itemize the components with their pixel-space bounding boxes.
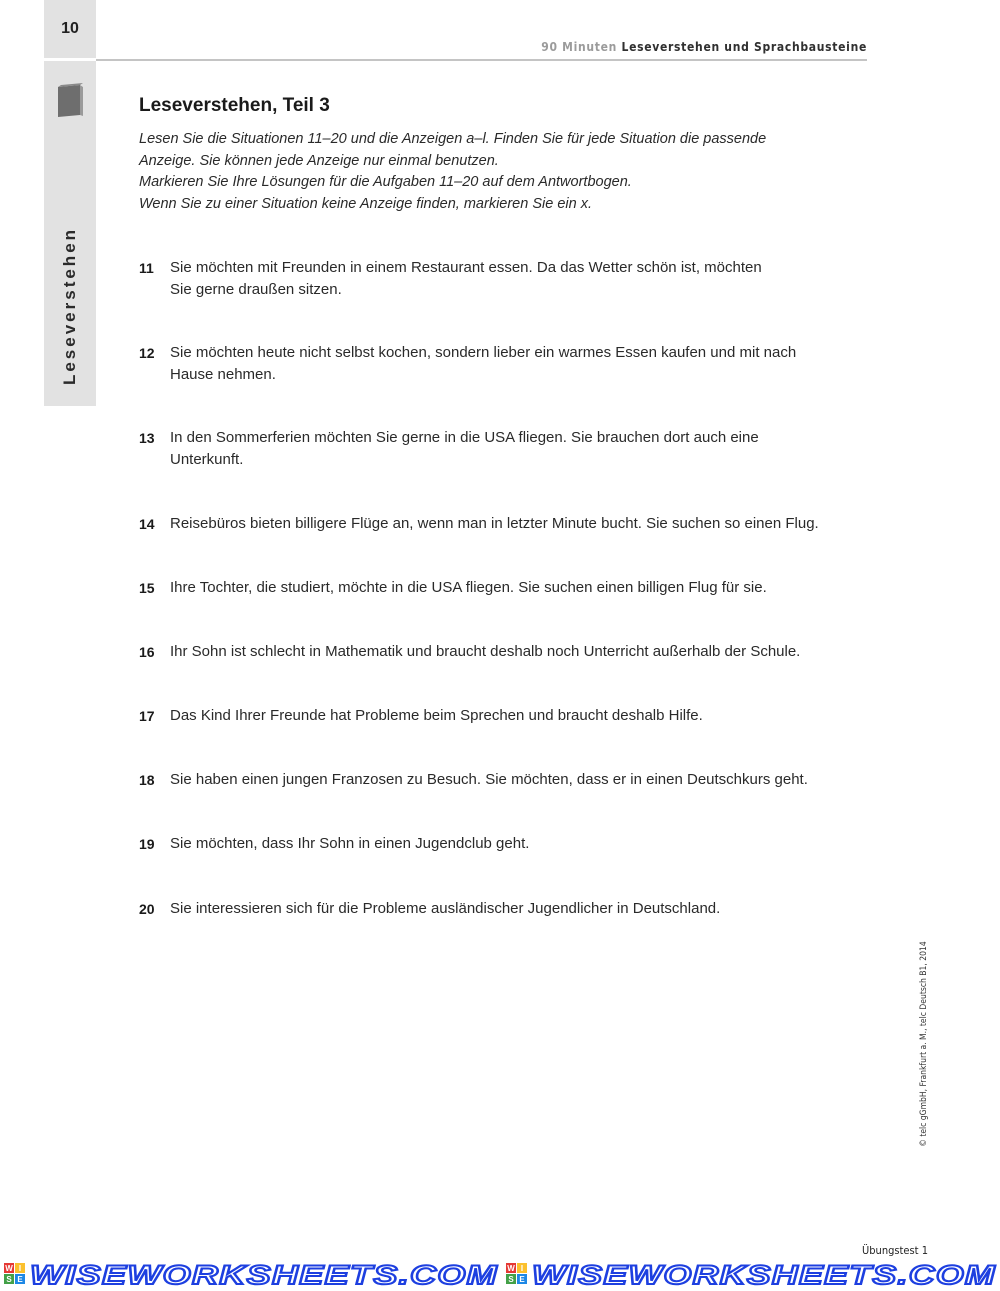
watermark-logo-icon (506, 1263, 527, 1284)
logo-letter: I (18, 1264, 22, 1273)
watermark-text: WISEWORKSHEETS.COM (532, 1260, 996, 1290)
logo-letter: W (507, 1264, 515, 1273)
watermark-banner (0, 1257, 1000, 1291)
situation-item (139, 342, 859, 386)
sidebar-divider (44, 58, 96, 61)
item-text: Reisebüros bieten billigere Flüge an, wenn man in letzter Minute bucht. Sie suchen so einen Flug. (170, 515, 819, 532)
item-number: 20 (139, 901, 155, 917)
logo-letter: S (6, 1275, 12, 1284)
logo-letter: E (17, 1275, 23, 1284)
header-rule (96, 59, 867, 61)
copyright-notice: © telc gGmbH, Frankfurt a. M., telc Deutsch B1, 2014 (919, 941, 929, 1147)
book-icon (56, 83, 84, 119)
item-text: Sie haben einen jungen Franzosen zu Besuch. Sie möchten, dass er in einen Deutschkurs geht. (170, 771, 808, 788)
instructions (139, 129, 839, 215)
item-number: 14 (139, 516, 155, 532)
instruction-line: Wenn Sie zu einer Situation keine Anzeige finden, markieren Sie ein x. (139, 195, 592, 212)
watermark-text: WISEWORKSHEETS.COM (30, 1260, 498, 1290)
item-text: Ihre Tochter, die studiert, möchte in die USA fliegen. Sie suchen einen billigen Flug für sie. (170, 579, 767, 596)
instruction-line: Anzeige. Sie können jede Anzeige nur einmal benutzen. (139, 152, 499, 169)
item-text: Ihr Sohn ist schlecht in Mathematik und braucht deshalb noch Unterricht außerhalb der Schule. (170, 643, 801, 660)
instruction-line: Markieren Sie Ihre Lösungen für die Aufgaben 11–20 auf dem Antwortbogen. (139, 174, 632, 190)
item-text: Sie gerne draußen sitzen. (170, 281, 342, 298)
footer-label: Übungstest 1 (862, 1244, 928, 1257)
situation-item (139, 577, 859, 599)
situation-item (139, 641, 859, 663)
side-section-label: Leseverstehen (60, 226, 79, 386)
item-text: Sie möchten mit Freunden in einem Restaurant essen. Da das Wetter schön ist, möchten (170, 259, 762, 276)
situation-item (139, 513, 859, 535)
item-number: 12 (139, 345, 155, 361)
item-text: Sie möchten, dass Ihr Sohn in einen Jugendclub geht. (170, 835, 530, 852)
item-number: 16 (139, 644, 155, 660)
situation-item (139, 898, 859, 920)
situation-item (139, 833, 859, 855)
item-text: Hause nehmen. (170, 366, 276, 383)
logo-letter: E (519, 1275, 525, 1284)
item-text: Das Kind Ihrer Freunde hat Probleme beim Sprechen und braucht deshalb Hilfe. (170, 707, 703, 724)
item-text: In den Sommerferien möchten Sie gerne in die USA fliegen. Sie brauchen dort auch eine (170, 429, 759, 446)
logo-letter: S (508, 1275, 514, 1284)
item-number: 19 (139, 836, 155, 852)
page-number: 10 (61, 20, 79, 37)
situation-item (139, 705, 859, 727)
item-number: 15 (139, 580, 155, 596)
item-number: 18 (139, 772, 155, 788)
situation-item (139, 257, 859, 301)
running-header (541, 40, 867, 54)
item-number: 13 (139, 430, 155, 446)
item-text: Unterkunft. (170, 451, 244, 468)
item-text: Sie interessieren sich für die Probleme ausländischer Jugendlicher in Deutschland. (170, 900, 721, 917)
situation-item (139, 769, 859, 791)
logo-letter: I (520, 1264, 524, 1273)
logo-letter: W (5, 1264, 13, 1273)
section-title: Leseverstehen, Teil 3 (139, 95, 330, 116)
situation-item (139, 427, 859, 471)
item-text: Sie möchten heute nicht selbst kochen, sondern lieber ein warmes Essen kaufen und mit nach (170, 344, 797, 361)
item-number: 11 (139, 260, 154, 276)
instruction-line: Lesen Sie die Situationen 11–20 und die Anzeigen a–l. Finden Sie für jede Situation die passende (139, 131, 767, 147)
header-minutes: 90 Minuten (541, 40, 618, 54)
header-section: Leseverstehen und Sprachbausteine (621, 40, 867, 54)
watermark-logo-icon (4, 1263, 25, 1284)
item-number: 17 (139, 708, 155, 724)
